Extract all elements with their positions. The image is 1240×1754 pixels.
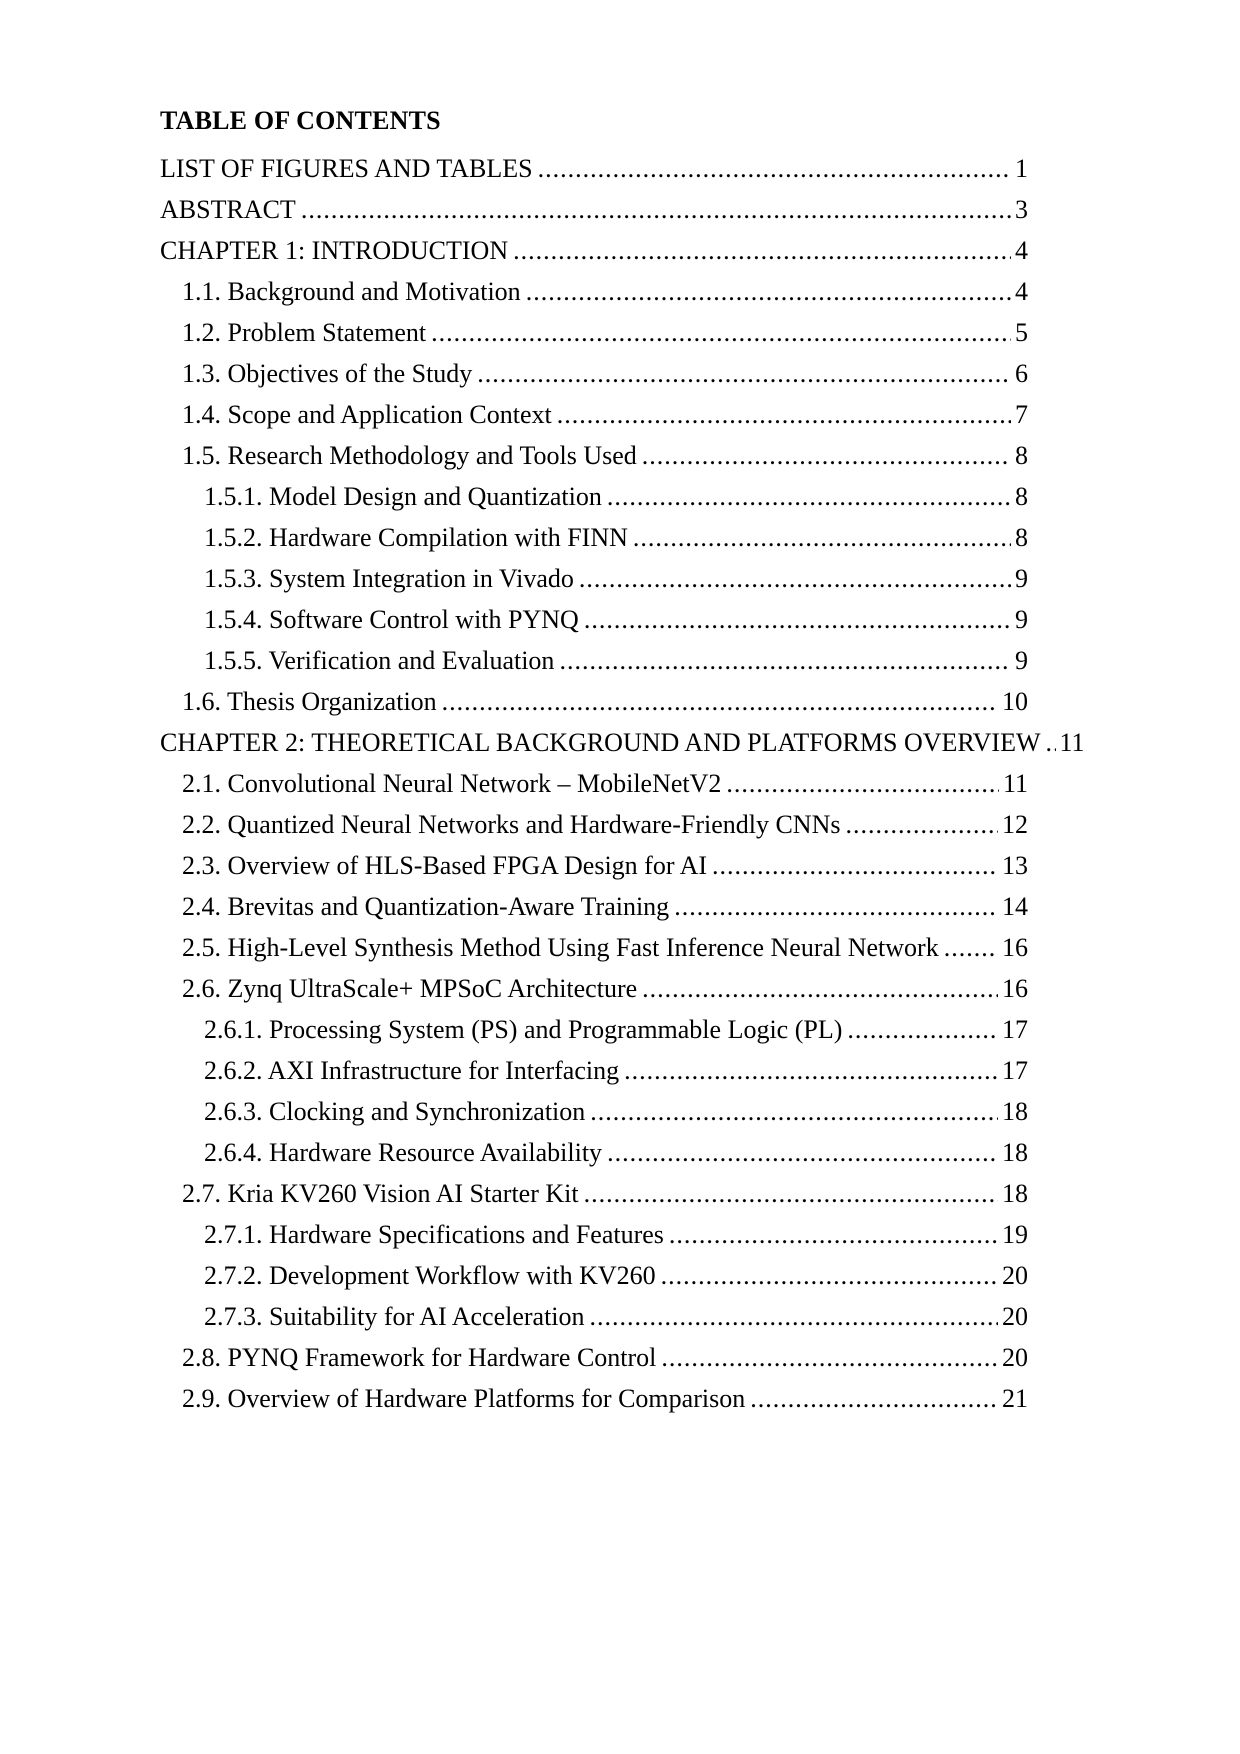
toc-entry[interactable] [160,1255,1028,1296]
toc-entry-label: 2.6. Zynq UltraScale+ MPSoC Architecture [182,974,638,1003]
toc-entry[interactable] [160,435,1028,476]
toc-entry-page: 9 [1015,564,1028,593]
toc-entry[interactable] [160,845,1028,886]
toc-entry[interactable] [160,476,1028,517]
toc-entry-page: 12 [1002,810,1028,839]
toc-entry[interactable] [160,886,1028,927]
toc-entry-page: 1 [1015,154,1028,183]
toc-dot-leader [642,968,998,1009]
toc-entry[interactable] [160,230,1028,271]
toc-dot-leader [431,312,1011,353]
toc-dot-leader [301,189,1011,230]
toc-dot-leader [442,681,998,722]
toc-entry-page: 19 [1002,1220,1028,1249]
toc-entry-label: 2.9. Overview of Hardware Platforms for Comparison [182,1384,746,1413]
toc-entry-label: 2.8. PYNQ Framework for Hardware Control [182,1343,657,1372]
toc-entry[interactable] [160,1337,1028,1378]
toc-entry[interactable] [160,804,1028,845]
toc-entry[interactable] [160,1050,1028,1091]
toc-dot-leader [526,271,1011,312]
toc-entry-page: 17 [1002,1015,1028,1044]
toc-entry-page: 11 [1059,728,1085,757]
toc-entry-label: CHAPTER 2: THEORETICAL BACKGROUND AND PLATFORMS OVERVIEW [160,728,1041,757]
toc-entry-page: 18 [1002,1138,1028,1167]
toc-dot-leader [750,1378,998,1419]
toc-entry-label: 1.6. Thesis Organization [182,687,437,716]
toc-entry[interactable] [160,148,1028,189]
toc-entry[interactable] [160,1132,1028,1173]
toc-dot-leader [661,1337,998,1378]
toc-dot-leader [584,599,1011,640]
toc-entry-page: 9 [1015,646,1028,675]
toc-entry[interactable] [160,927,1028,968]
toc-dot-leader [557,394,1011,435]
toc-entry-label: 2.6.4. Hardware Resource Availability [204,1138,603,1167]
toc-dot-leader [726,763,999,804]
toc-entry-label: 2.7.1. Hardware Specifications and Features [204,1220,664,1249]
toc-entry[interactable] [160,763,1028,804]
toc-entry[interactable] [160,1378,1028,1419]
toc-entry-page: 18 [1002,1179,1028,1208]
toc-entry[interactable] [160,1296,1028,1337]
toc-list [160,148,1085,1419]
toc-dot-leader [513,230,1011,271]
toc-entry-page: 20 [1002,1343,1028,1372]
toc-entry[interactable] [160,640,1028,681]
toc-entry-label: 2.7.3. Suitability for AI Acceleration [204,1302,585,1331]
toc-entry[interactable] [160,1173,1028,1214]
toc-entry-label: 1.1. Background and Motivation [182,277,521,306]
toc-entry[interactable] [160,599,1028,640]
toc-entry-label: 2.2. Quantized Neural Networks and Hardware-Friendly CNNs [182,810,841,839]
toc-dot-leader [944,927,998,968]
toc-entry-label: 1.5.1. Model Design and Quantization [204,482,602,511]
toc-dot-leader [579,558,1011,599]
toc-entry-label: 2.7.2. Development Workflow with KV260 [204,1261,656,1290]
toc-entry[interactable] [160,517,1028,558]
toc-entry-label: 1.5.4. Software Control with PYNQ [204,605,579,634]
toc-entry[interactable] [160,353,1028,394]
toc-entry-page: 20 [1002,1261,1028,1290]
toc-entry[interactable] [160,722,1085,763]
toc-entry-page: 8 [1015,523,1028,552]
toc-dot-leader [624,1050,998,1091]
toc-entry-label: 1.5.5. Verification and Evaluation [204,646,555,675]
toc-entry[interactable] [160,394,1028,435]
toc-dot-leader [590,1091,998,1132]
toc-entry-label: 2.5. High-Level Synthesis Method Using Fast Inference Neural Network [182,933,939,962]
toc-entry-page: 14 [1002,892,1028,921]
toc-entry-label: 2.7. Kria KV260 Vision AI Starter Kit [182,1179,579,1208]
toc-dot-leader [607,1132,998,1173]
toc-entry-page: 4 [1015,236,1028,265]
toc-entry-label: 2.4. Brevitas and Quantization-Aware Training [182,892,670,921]
toc-title: TABLE OF CONTENTS [160,106,441,135]
toc-dot-leader [607,476,1011,517]
toc-entry-page: 8 [1015,441,1028,470]
toc-dot-leader [538,148,1011,189]
toc-entry-label: 2.6.1. Processing System (PS) and Programmable Logic (PL) [204,1015,843,1044]
toc-entry[interactable] [160,558,1028,599]
toc-dot-leader [642,435,1011,476]
toc-entry[interactable] [160,968,1028,1009]
toc-entry-label: 2.3. Overview of HLS-Based FPGA Design for AI [182,851,708,880]
toc-dot-leader [674,886,998,927]
toc-dot-leader [1046,722,1056,763]
toc-entry-page: 17 [1002,1056,1028,1085]
toc-entry[interactable] [160,271,1028,312]
toc-dot-leader [559,640,1011,681]
toc-entry[interactable] [160,1214,1028,1255]
toc-dot-leader [669,1214,998,1255]
toc-entry-page: 21 [1002,1384,1028,1413]
toc-entry-page: 4 [1015,277,1028,306]
toc-dot-leader [845,804,998,845]
toc-entry[interactable] [160,189,1028,230]
toc-entry-page: 7 [1015,400,1028,429]
toc-dot-leader [712,845,998,886]
toc-entry-label: 1.5.2. Hardware Compilation with FINN [204,523,628,552]
toc-entry-label: 2.1. Convolutional Neural Network – MobileNetV2 [182,769,722,798]
toc-entry-label: 1.5.3. System Integration in Vivado [204,564,574,593]
toc-entry[interactable] [160,1009,1028,1050]
toc-entry[interactable] [160,681,1028,722]
toc-entry[interactable] [160,312,1028,353]
toc-entry-label: ABSTRACT [160,195,296,224]
toc-entry-label: LIST OF FIGURES AND TABLES [160,154,533,183]
toc-dot-leader [661,1255,998,1296]
toc-entry-label: 2.6.2. AXI Infrastructure for Interfacing [204,1056,620,1085]
toc-entry-label: 1.2. Problem Statement [182,318,427,347]
toc-entry-page: 9 [1015,605,1028,634]
toc-entry-page: 5 [1015,318,1028,347]
toc-dot-leader [633,517,1011,558]
toc-entry-page: 11 [1002,769,1028,798]
toc-entry-label: CHAPTER 1: INTRODUCTION [160,236,509,265]
toc-entry-label: 1.4. Scope and Application Context [182,400,552,429]
toc-entry[interactable] [160,1091,1028,1132]
toc-dot-leader [847,1009,998,1050]
toc-dot-leader [477,353,1011,394]
toc-entry-page: 20 [1002,1302,1028,1331]
toc-entry-page: 16 [1002,933,1028,962]
toc-entry-page: 13 [1002,851,1028,880]
toc-dot-leader [584,1173,998,1214]
toc-entry-page: 16 [1002,974,1028,1003]
toc-entry-page: 8 [1015,482,1028,511]
toc-dot-leader [590,1296,998,1337]
toc-entry-page: 3 [1015,195,1028,224]
toc-entry-label: 1.3. Objectives of the Study [182,359,473,388]
toc-entry-page: 6 [1015,359,1028,388]
toc-entry-page: 18 [1002,1097,1028,1126]
toc-entry-label: 2.6.3. Clocking and Synchronization [204,1097,586,1126]
toc-entry-page: 10 [1002,687,1028,716]
toc-entry-label: 1.5. Research Methodology and Tools Used [182,441,637,470]
